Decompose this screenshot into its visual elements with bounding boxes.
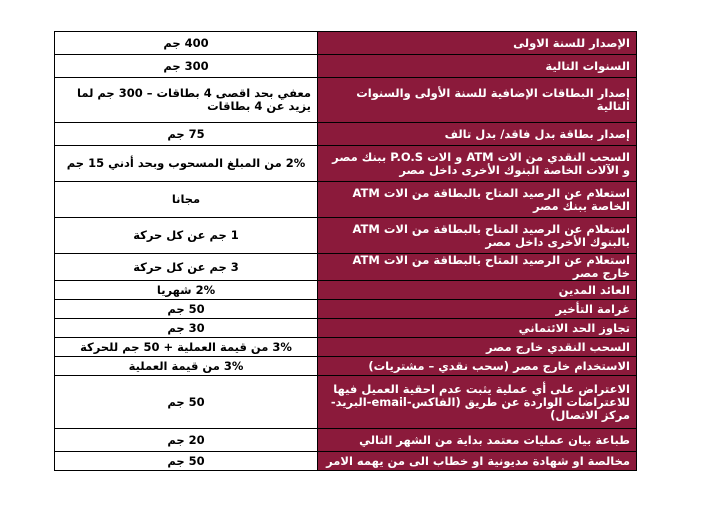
fee-label: إصدار بطاقة بدل فاقد/ بدل تالف bbox=[318, 123, 637, 146]
fee-value: 3% من قيمة العملية bbox=[55, 357, 318, 376]
fee-value: 400 جم bbox=[55, 32, 318, 55]
table-row bbox=[55, 319, 637, 338]
table-row bbox=[55, 146, 637, 182]
fee-label: السحب النقدي من الات ATM و الات P.O.S ببنك مصر و الآلات الخاصة البنوك الأخرى داخل مصر bbox=[318, 146, 637, 182]
fee-value: 300 جم bbox=[55, 55, 318, 78]
fees-table bbox=[54, 31, 637, 471]
fee-label: طباعة بيان عمليات معتمد بداية من الشهر التالي bbox=[318, 429, 637, 452]
fee-value: 75 جم bbox=[55, 123, 318, 146]
fee-value: 2% من المبلغ المسحوب وبحد أدني 15 جم bbox=[55, 146, 318, 182]
fee-label: الاعتراض على أي عملية يثبت عدم احقية العميل فيها للاعتراضات الواردة عن طريق (الفاكس-email-البريد-مركز الاتصال) bbox=[318, 376, 637, 429]
fee-label: الإصدار للسنة الاولى bbox=[318, 32, 637, 55]
fee-value: معفي بحد اقصى 4 بطاقات – 300 جم لما يزيد عن 4 بطاقات bbox=[55, 78, 318, 123]
fee-label: استعلام عن الرصيد المتاح بالبطاقة من الات ATM الخاصة ببنك مصر bbox=[318, 182, 637, 218]
table-row bbox=[55, 55, 637, 78]
fee-label: الاستخدام خارج مصر (سحب نقدي – مشتريات) bbox=[318, 357, 637, 376]
table-row bbox=[55, 281, 637, 300]
table-row bbox=[55, 218, 637, 254]
fee-label: إصدار البطاقات الإضافية للسنة الأولى والسنوات التالية bbox=[318, 78, 637, 123]
fee-label: العائد المدين bbox=[318, 281, 637, 300]
fee-label: تجاوز الحد الائتماني bbox=[318, 319, 637, 338]
fee-value: 2% شهريا bbox=[55, 281, 318, 300]
fee-value: 20 جم bbox=[55, 429, 318, 452]
table-row bbox=[55, 300, 637, 319]
fee-value: 50 جم bbox=[55, 376, 318, 429]
table-row bbox=[55, 78, 637, 123]
table-row bbox=[55, 32, 637, 55]
fee-value: 30 جم bbox=[55, 319, 318, 338]
table-row bbox=[55, 452, 637, 471]
table-row bbox=[55, 254, 637, 281]
table-row bbox=[55, 123, 637, 146]
table-row bbox=[55, 357, 637, 376]
table-row bbox=[55, 338, 637, 357]
fee-value: 3 جم عن كل حركة bbox=[55, 254, 318, 281]
fee-label: استعلام عن الرصيد المتاح بالبطاقة من الات ATM بالبنوك الأخرى داخل مصر bbox=[318, 218, 637, 254]
fee-label: السحب النقدي خارج مصر bbox=[318, 338, 637, 357]
fee-value: 1 جم عن كل حركة bbox=[55, 218, 318, 254]
fee-value: 50 جم bbox=[55, 300, 318, 319]
table-row bbox=[55, 376, 637, 429]
fee-label: السنوات التالية bbox=[318, 55, 637, 78]
fee-label: مخالصة او شهادة مديونية او خطاب الى من يهمه الامر bbox=[318, 452, 637, 471]
fee-label: استعلام عن الرصيد المتاح بالبطاقة من الات ATM خارج مصر bbox=[318, 254, 637, 281]
fee-value: 3% من قيمة العملية + 50 جم للحركة bbox=[55, 338, 318, 357]
fee-value: مجانا bbox=[55, 182, 318, 218]
fee-value: 50 جم bbox=[55, 452, 318, 471]
table-row bbox=[55, 182, 637, 218]
fee-label: غرامة التأخير bbox=[318, 300, 637, 319]
table-row bbox=[55, 429, 637, 452]
